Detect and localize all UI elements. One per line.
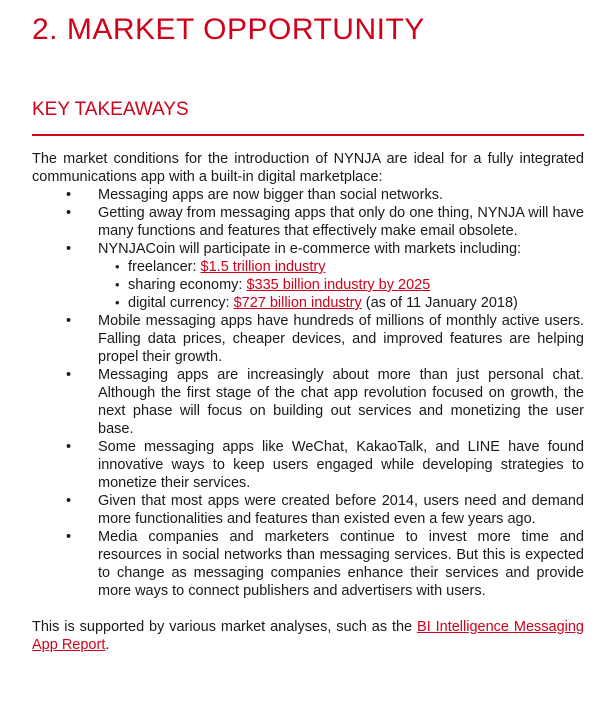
- outro-text: This is supported by various market analyses, such as the: [32, 619, 418, 635]
- list-item: • Getting away from messaging apps that only do one thing, NYNJA will have many functions and features that effectively make email obsolete.: [98, 204, 584, 240]
- outro-paragraph: [32, 618, 584, 654]
- sublist-item-freelancer: [128, 258, 584, 276]
- takeaways-body: [32, 150, 584, 654]
- bi-report-link[interactable]: BI Intelligence Messaging App Report: [32, 619, 584, 653]
- list-item: • Some messaging apps like WeChat, KakaoTalk, and LINE have found innovative ways to keep users engaged while developing strategies to monetize their services.: [98, 438, 584, 492]
- sublist-suffix: (as of 11 January 2018): [361, 295, 518, 311]
- list-item: • Given that most apps were created before 2014, users need and demand more functionalities and features than existed even a few years ago.: [98, 492, 584, 528]
- heading-divider: [32, 134, 584, 136]
- list-item: [98, 240, 584, 312]
- sublist-item-sharing-economy: [128, 276, 584, 294]
- sharing-economy-link[interactable]: $335 billion industry by 2025: [246, 277, 431, 293]
- freelancer-industry-link[interactable]: $1.5 trillion industry: [200, 259, 326, 275]
- takeaways-list: [32, 186, 584, 600]
- list-item: • Media companies and marketers continue to invest more time and resources in social networks than messaging services. But this is expected to change as messaging companies enhance their services and provide more ways to connect publishers and advertisers with users.: [98, 528, 584, 600]
- sublist-label: freelancer:: [128, 259, 201, 275]
- intro-paragraph: The market conditions for the introduction of NYNJA are ideal for a fully integrated communications app with a built-in digital marketplace:: [32, 151, 584, 185]
- outro-end: .: [105, 637, 110, 653]
- key-takeaways-heading: KEY TAKEAWAYS: [32, 99, 189, 120]
- sublist-item-digital-currency: [128, 294, 584, 312]
- section-heading: 2. MARKET OPPORTUNITY: [32, 13, 425, 46]
- sublist-label: sharing economy:: [128, 277, 247, 293]
- list-item: • Messaging apps are increasingly about more than just personal chat. Although the first stage of the chat app revolution focused on growth, the next phase will focus on building out services and monetizing the user base.: [98, 366, 584, 438]
- list-item: • Messaging apps are now bigger than social networks.: [98, 186, 584, 204]
- digital-currency-link[interactable]: $727 billion industry: [233, 295, 362, 311]
- list-item: • Mobile messaging apps have hundreds of millions of monthly active users. Falling data prices, cheaper devices, and improved features are helping propel their growth.: [98, 312, 584, 366]
- sublist-label: digital currency:: [128, 295, 234, 311]
- list-item-text: NYNJACoin will participate in e-commerce with markets including:: [98, 241, 522, 257]
- market-sublist: [98, 258, 584, 312]
